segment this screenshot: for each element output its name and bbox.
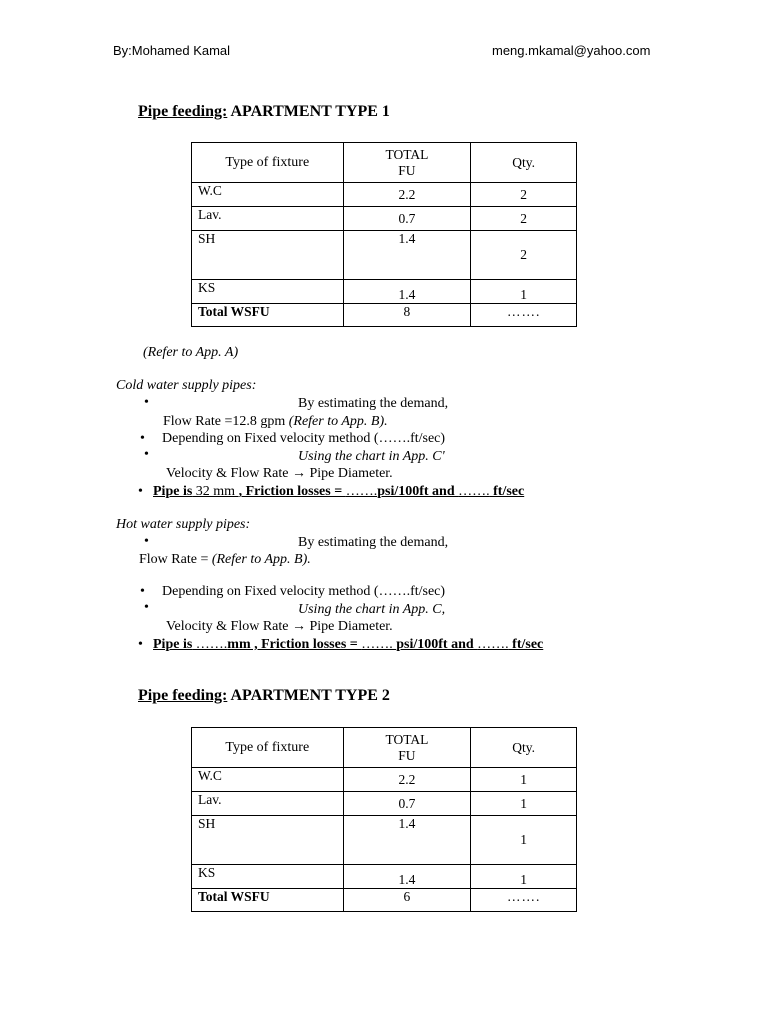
total-fu-cell: 8 [343, 304, 471, 327]
table-row [192, 865, 577, 889]
total-qty-cell: ……. [471, 304, 577, 327]
table-row [192, 231, 577, 280]
qty-cell: 1 [471, 768, 577, 792]
cold-friction-label: , Friction losses = [238, 484, 346, 499]
hot-bullet3-cont: Velocity & Flow Rate → Pipe Diameter. [166, 619, 393, 634]
section1-title-prefix: Pipe feeding: [138, 103, 228, 120]
hot-pipe-size: ……. [192, 637, 228, 652]
col-header-qty: Qty. [471, 143, 577, 183]
cold-flow-rate: Flow Rate =12.8 gpm [163, 414, 289, 429]
fixture-cell: W.C [192, 768, 344, 792]
table-header-row [192, 728, 577, 768]
cold-bullet2-text: Depending on Fixed velocity method (…….ft/sec) [162, 431, 446, 446]
bullet-dot: • [144, 600, 149, 615]
section2-title-prefix: Pipe feeding: [138, 687, 228, 704]
hot-bullet4 [153, 637, 543, 653]
qty-cell: 1 [471, 816, 577, 865]
cold-bullet3-text: Using the chart in App. C' [298, 449, 445, 464]
cold-water-heading: Cold water supply pipes: [116, 378, 257, 393]
fu-cell: 0.7 [343, 792, 471, 816]
cold-ftsec-label: ft/sec [489, 484, 525, 499]
fixture-cell: KS [192, 280, 344, 304]
col-header-fixture: Type of fixture [192, 143, 344, 183]
cold-pipe-is: Pipe is [153, 484, 193, 499]
hot-friction-label: mm , Friction losses = [227, 637, 362, 652]
total-label-cell: Total WSFU [192, 304, 344, 327]
hot-bullet2-text: Depending on Fixed velocity method (…….ft/sec) [162, 584, 446, 599]
cold-psi-label: psi/100ft and [377, 484, 459, 499]
hot-bullet1-cont [139, 552, 311, 568]
hot-ftsec-label: ft/sec [508, 637, 544, 652]
fu-cell: 1.4 [343, 231, 471, 280]
hot-flow-rate: Flow Rate = [139, 552, 212, 567]
cold-pipe-size: 32 mm [192, 484, 239, 499]
col-header-fixture: Type of fixture [192, 728, 344, 768]
bullet-dot: • [140, 584, 145, 599]
qty-cell: 2 [471, 207, 577, 231]
fixture-table-2 [191, 727, 577, 912]
fu-cell: 2.2 [343, 768, 471, 792]
section2-title [138, 687, 390, 705]
cold-bullet3-cont: Velocity & Flow Rate → Pipe Diameter. [166, 466, 393, 481]
col-header-fu: FU [398, 162, 416, 178]
fu-cell: 1.4 [343, 816, 471, 865]
cold-refer-app-b: (Refer to App. B). [288, 414, 388, 429]
hot-bullet1-text: By estimating the demand, [298, 535, 449, 550]
hot-bullet3-text: Using the chart in App. C, [298, 602, 446, 617]
col-header-total-fu [343, 143, 471, 183]
col-header-total-fu [343, 728, 471, 768]
hot-water-heading: Hot water supply pipes: [116, 517, 251, 532]
fixture-cell: W.C [192, 183, 344, 207]
bullet-dot: • [144, 395, 149, 410]
fu-cell: 1.4 [343, 865, 471, 889]
bullet-dot: • [138, 484, 143, 499]
fu-cell: 1.4 [343, 280, 471, 304]
col-header-fu: FU [398, 747, 416, 763]
hot-friction-value: ……. [361, 637, 397, 652]
section1-title-rest: APARTMENT TYPE 1 [227, 103, 390, 120]
bullet-dot: • [144, 534, 149, 549]
total-fu-cell: 6 [343, 889, 471, 912]
fu-cell: 2.2 [343, 183, 471, 207]
fu-cell: 0.7 [343, 207, 471, 231]
table-total-row [192, 889, 577, 912]
section2-title-rest: APARTMENT TYPE 2 [227, 687, 390, 704]
qty-cell: 2 [471, 183, 577, 207]
hot-velocity-value: ……. [477, 637, 509, 652]
col-header-total: TOTAL [385, 146, 429, 162]
cold-bullet1-cont [163, 414, 388, 430]
refer-app-a-note: (Refer to App. A) [143, 345, 239, 360]
col-header-total: TOTAL [385, 731, 429, 747]
bullet-dot: • [144, 447, 149, 462]
cold-bullet4 [153, 484, 524, 500]
author-label: By:Mohamed Kamal [113, 43, 231, 58]
table-row [192, 792, 577, 816]
qty-cell: 1 [471, 280, 577, 304]
fixture-table-1 [191, 142, 577, 327]
fixture-cell: SH [192, 816, 344, 865]
email-label: meng.mkamal@yahoo.com [492, 43, 651, 58]
qty-cell: 1 [471, 792, 577, 816]
table-header-row [192, 143, 577, 183]
cold-friction-value: ……. [345, 484, 378, 499]
hot-psi-label: psi/100ft and [396, 637, 478, 652]
bullet-dot: • [138, 637, 143, 652]
table-total-row [192, 304, 577, 327]
total-qty-cell: ……. [471, 889, 577, 912]
table-row [192, 768, 577, 792]
table-row [192, 183, 577, 207]
table-row [192, 816, 577, 865]
fixture-cell: Lav. [192, 207, 344, 231]
cold-velocity-value: ……. [458, 484, 490, 499]
fixture-cell: KS [192, 865, 344, 889]
cold-bullet1-text: By estimating the demand, [298, 396, 449, 411]
hot-refer-app-b: (Refer to App. B). [211, 552, 311, 567]
total-label-cell: Total WSFU [192, 889, 344, 912]
fixture-cell: SH [192, 231, 344, 280]
qty-cell: 1 [471, 865, 577, 889]
section1-title [138, 103, 390, 121]
fixture-cell: Lav. [192, 792, 344, 816]
table-row [192, 207, 577, 231]
table-row [192, 280, 577, 304]
hot-pipe-is: Pipe is [153, 637, 193, 652]
bullet-dot: • [140, 431, 145, 446]
col-header-qty: Qty. [471, 728, 577, 768]
qty-cell: 2 [471, 231, 577, 280]
